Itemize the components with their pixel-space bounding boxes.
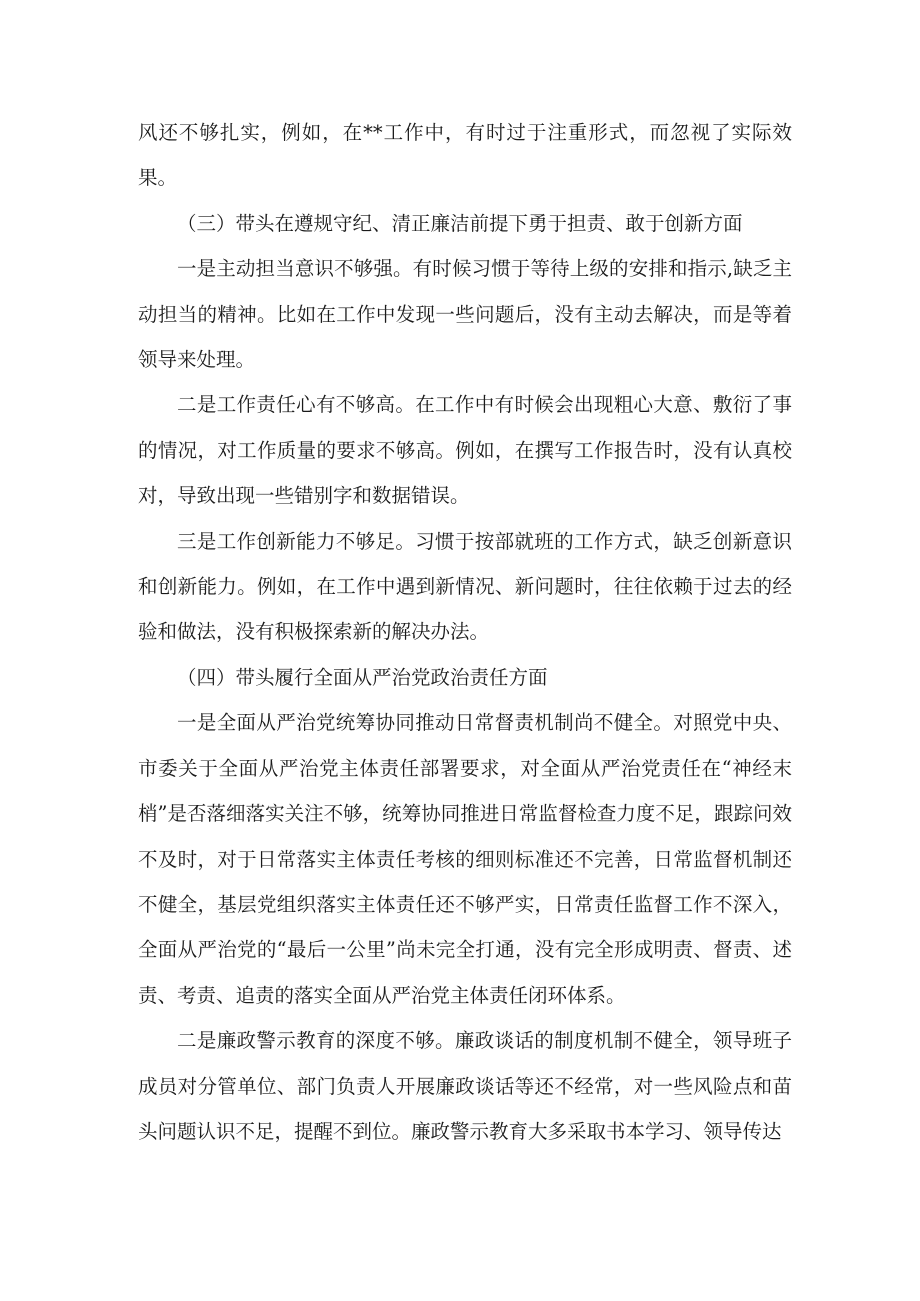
section-heading-3: （三）带头在遵规守纪、清正廉洁前提下勇于担责、敢于创新方面 (177, 211, 743, 235)
paragraph-4: 一是全面从严治党统筹协同推动日常督责机制尚不健全。对照党中央、市委关于全面从严治党主体责任部署要求，对全面从严治党责任在“神经末梢”是否落细落实关注不够，统筹协同推进日常监督检查力度不足，跟踪问效不及时，对于日常落实主体责任考核的细则标准还不完善，日常监督机制还不健全，基层党组织落实主体责任还不够严实，日常责任监督工作不深入，全面从严治党的“最后一公里”尚未完全打通，没有完全形成明责、督责、述责、考责、追责的落实全面从严治党主体责任闭环体系。 (138, 711, 792, 1007)
section-heading-4: （四）带头履行全面从严治党政治责任方面 (177, 665, 548, 689)
paragraph-5: 二是廉政警示教育的深度不够。廉政谈话的制度机制不健全，领导班子成员对分管单位、部门负责人开展廉政谈话等还不经常，对一些风险点和苗头问题认识不足，提醒不到位。廉政警示教育大多采取书本学习、领导传达 (138, 1029, 792, 1143)
paragraph-3: 三是工作创新能力不够足。习惯于按部就班的工作方式，缺乏创新意识和创新能力。例如，在工作中遇到新情况、新问题时，往往依赖于过去的经验和做法，没有积极探索新的解决办法。 (138, 529, 792, 644)
paragraph-1: 一是主动担当意识不够强。有时候习惯于等待上级的安排和指示,缺乏主动担当的精神。比如在工作中发现一些问题后，没有主动去解决，而是等着领导来处理。 (138, 257, 792, 372)
paragraph-continuation: 风还不够扎实，例如，在**工作中，有时过于注重形式，而忽视了实际效果。 (138, 121, 792, 190)
paragraph-2: 二是工作责任心有不够高。在工作中有时候会出现粗心大意、敷衍了事的情况，对工作质量的要求不够高。例如，在撰写工作报告时，没有认真校对，导致出现一些错别字和数据错误。 (138, 393, 792, 508)
